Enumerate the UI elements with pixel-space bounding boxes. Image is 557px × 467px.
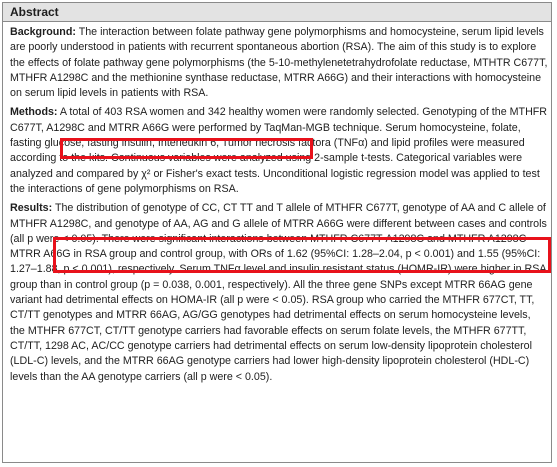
results-text: were < 0.05). There were significant interactions between MTHFR C677T-A1298C and MTHFR A1298C-MTRR A66G in RSA group and control group, with ORs of 1.62 (95%CI: 1.28–2.04, p < 0.001) and 1.55 (95%CI: 1.27–1.88, p < 0.001), respectively. Serum TNFα level and insulin resistant status (HOMR-IR) were higher in RSA group than in control group (p = 0.038, 0.001, respectively). All the three gene SNPs except MTRR 66AG gene variant had detrimental effects on HOMA-IR (all p were < 0.05). RSA group who carried the MTHFR 677CT, TT, CT/TT genotypes and MTRR 66AG, AG/GG genotypes had detrimental effects on serum homocysteine levels, the MTHFR 677CT, CT/TT genotype carriers had favorable effects on serum folate levels, the MTHFR 677TT, CT/TT, 1298 AC, AC/CC genotype carriers had detrimental effects on serum low-density lipoprotein cholesterol (LDL-C) levels, and the MTRR 66AG genotype carriers had lower high-density lipoprotein cholesterol (HDL-C) levels than the AA genotype carriers (all p were < 0.05).: [10, 232, 546, 383]
methods-text: were randomly selected. Genotyping of the MTHFR C677T, A1298C and MTRR A66G were performed by TaqMan-MGB technique. Serum homocysteine, folate, fasting glucose, fasting insulin, Interleukin 6, Tumor necrosis factora (TNFα) and lipid profiles were measured according to the kits. Continuous variables were analyzed using 2-sample t-tests. Categorical variables were analyzed and compared by χ² or Fisher's exact tests. Unconditional logistic regression model was applied to test the interactions of gene polymorphisms on RSA.: [10, 106, 548, 195]
background-paragraph: [10, 25, 548, 101]
results-highlighted-text: The distribution of genotype of CC, CT TT and T allele of MTHFR C677T, genotype of AA and C allele of MTHFR A1298C, and genotype of AA, AG and G allele of MTRR A66G were different between cases and controls (all p: [10, 202, 547, 245]
results-highlight-box: [53, 237, 551, 273]
abstract-header: [3, 3, 551, 22]
abstract-title: Abstract: [10, 5, 59, 19]
methods-label: Methods:: [10, 106, 58, 119]
methods-highlighted-text: A total of 403 RSA women and 342 healthy women: [59, 106, 301, 119]
abstract-body: [10, 25, 548, 389]
background-text: The interaction between folate pathway gene polymorphisms and homocysteine, serum lipid levels are poorly understood in patients with recurrent spontaneous abortion (RSA). The aim of this study is to explore the effects of folate pathway gene polymorphisms (the 5-10-methylenetetrahydrofolate reductase, MTHTR C677T, MTHFR A1298C and the methionine synthase reductase, MTRR A66G) and their interactions with homocysteine on serum lipid levels in patients with RSA.: [10, 26, 548, 100]
results-paragraph: [10, 201, 548, 385]
results-label: Results:: [10, 202, 53, 215]
methods-highlight-box: [60, 138, 313, 159]
background-label: Background:: [10, 26, 76, 38]
